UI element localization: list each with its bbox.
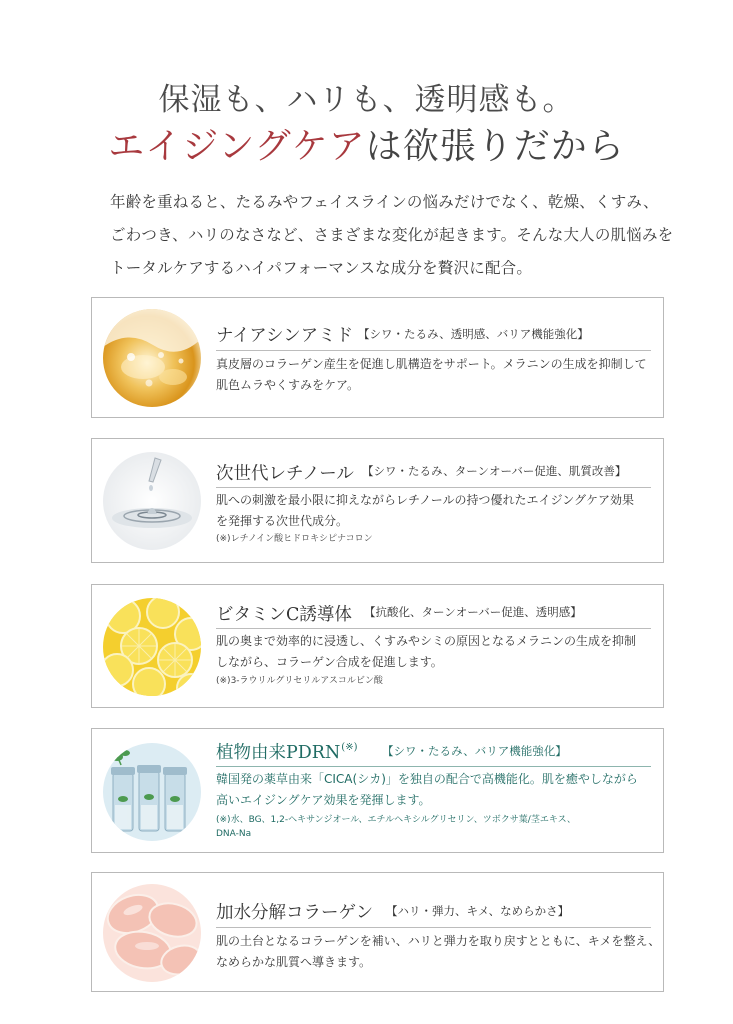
ingredient-card-retinol xyxy=(91,438,664,563)
ingredient-description: 韓国発の薬草由来「CICA(シカ)」を独自の配合で高機能化。肌を癒やしながら 高いエイジングケア効果を発揮します。 xyxy=(216,772,638,807)
divider xyxy=(216,927,651,928)
ingredient-tags: 【ハリ・弾力、キメ、なめらかさ】 xyxy=(386,904,570,918)
ingredient-footnote: (※)3-ラウリルグリセリルアスコルビン酸 xyxy=(216,676,383,686)
pdrn-vials-image xyxy=(103,743,201,841)
ingredient-card-collagen xyxy=(91,872,664,992)
niacinamide-gel-image xyxy=(103,309,201,407)
divider xyxy=(216,766,651,767)
ingredient-description: 真皮層のコラーゲン産生を促進し肌構造をサポート。メラニンの生成を抑制して 肌色ムラやくすみをケア。 xyxy=(216,357,647,392)
headline-rest: は欲張りだから xyxy=(365,126,625,167)
headline-accent: エイジングケア xyxy=(108,126,366,167)
headline-line2 xyxy=(0,118,733,169)
ingredient-card-niacinamide xyxy=(91,297,664,418)
ingredient-card-pdrn xyxy=(91,728,664,853)
ingredient-name: ナイアシンアミド xyxy=(216,326,354,346)
ingredient-description: 肌の土台となるコラーゲンを補い、ハリと弾力を取り戻すとともに、キメを整え、 なめらかな肌質へ導きます。 xyxy=(216,934,661,969)
ingredient-tags: 【シワ・たるみ、ターンオーバー促進、肌質改善】 xyxy=(362,464,627,478)
ingredient-tags: 【シワ・たるみ、バリア機能強化】 xyxy=(382,744,567,758)
headline-line1: 保湿も、ハリも、透明感も。 xyxy=(158,82,575,118)
ingredient-name: 次世代レチノール xyxy=(216,464,354,484)
ingredient-footnote: (※)水、BG、1,2-ヘキサンジオール、エチルヘキシルグリセリン、ツボクサ葉/茎エキス、 DNA-Na xyxy=(216,815,576,839)
ingredient-name: ビタミンC誘導体 xyxy=(216,605,352,625)
retinol-dropper-image xyxy=(103,452,201,550)
ingredient-card-vitamin-c xyxy=(91,584,664,708)
ingredient-tags: 【抗酸化、ターンオーバー促進、透明感】 xyxy=(364,605,582,619)
intro-paragraph xyxy=(110,186,674,285)
ingredient-name-footnote-mark: (※) xyxy=(341,742,358,753)
ingredient-description: 肌の奥まで効率的に浸透し、くすみやシミの原因となるメラニンの生成を抑制 しながら、コラーゲン合成を促進します。 xyxy=(216,634,637,669)
ingredient-tags: 【シワ・たるみ、透明感、バリア機能強化】 xyxy=(358,327,589,341)
intro-line: ごわつき、ハリのなさなど、さまざまな変化が起きます。そんな大人の肌悩みを xyxy=(110,226,674,244)
lemon-slices-image xyxy=(103,598,201,696)
divider xyxy=(216,628,651,629)
divider xyxy=(216,487,651,488)
ingredient-description: 肌への刺激を最小限に抑えながらレチノールの持つ優れたエイジングケア効果 を発揮する次世代成分。 xyxy=(216,493,635,528)
intro-line: 年齢を重ねると、たるみやフェイスラインの悩みだけでなく、乾燥、くすみ、 xyxy=(110,193,659,211)
intro-line: トータルケアするハイパフォーマンスな成分を贅沢に配合。 xyxy=(110,259,533,277)
collagen-sheets-image xyxy=(103,884,201,982)
ingredient-name: 加水分解コラーゲン xyxy=(216,903,374,923)
divider xyxy=(216,350,651,351)
ingredient-footnote: (※)レチノイン酸ヒドロキシピナコロン xyxy=(216,534,373,544)
ingredient-name: 植物由来PDRN(※) xyxy=(216,742,358,763)
